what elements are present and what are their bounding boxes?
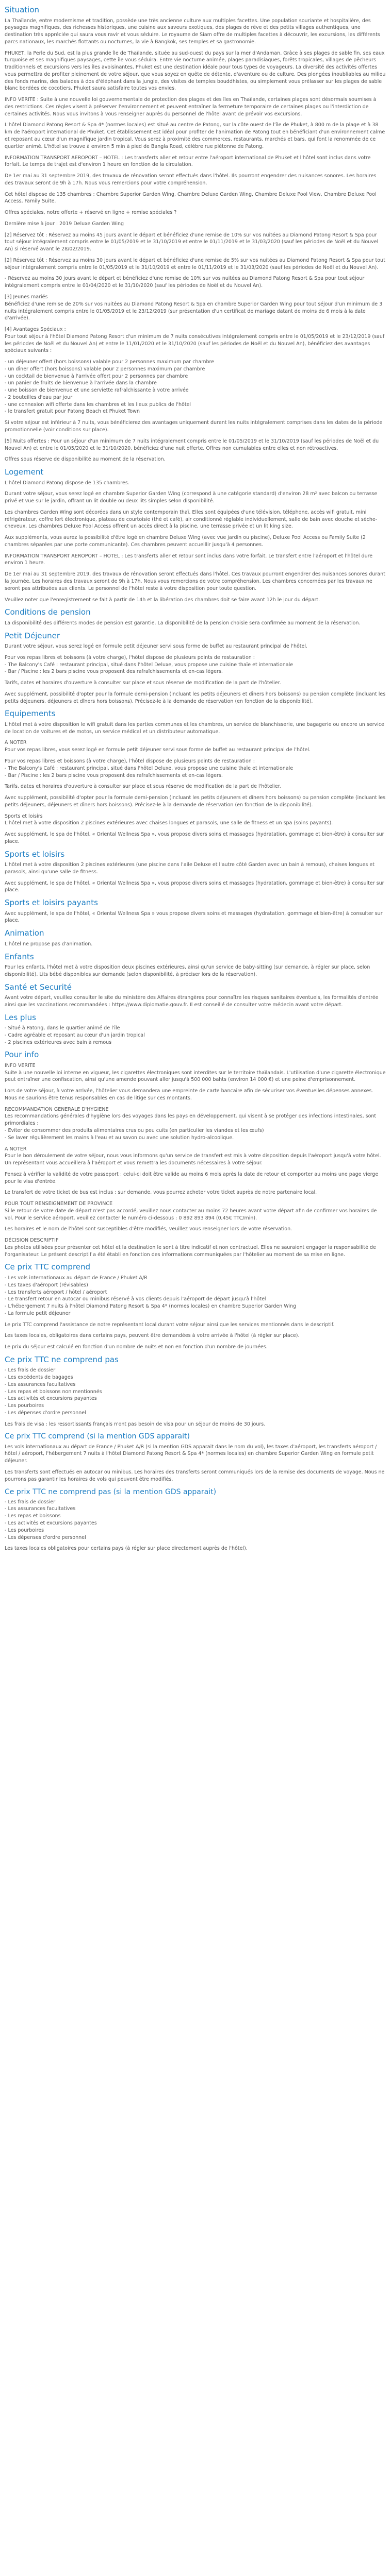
list-item: - Les transferts aéroport / hôtel / aéroport bbox=[5, 1289, 107, 1295]
enfants-body bbox=[5, 964, 386, 978]
paragraph: De 1er mai au 31 septembre 2019, des travaux de rénovation seront effectués dans l'hôtel. Ils pourront engendrer des nuisances sonores. Les horaires des travaux seront de 9h à 17h. Nous vous remercions pour votre compréhension. bbox=[5, 173, 377, 186]
paragraph: L'hôtel met à votre disposition 2 piscines extérieures avec chaises longues et parasols, une salle de fitness et un spa (soins payants). bbox=[5, 820, 333, 826]
section-title-sante: Santé et Securité bbox=[5, 982, 72, 992]
situation-body bbox=[5, 18, 386, 150]
paragraph: L'hôtel Diamond Patong Resort & Spa 4* (normes locales) est situé au centre de Patong, sur la côte ouest de l'île de Phuket, à 800 m de la plage et à 38 km de l'aéroport international de Phuket. Cet établissement est idéal pour profiter de l'animation de Patong tout en bénéficiant d'un environnement calme et reposant au cœur d'un magnifique jardin tropical. Vous serez à proximité des commerces, restaurants, marchés et bars, qui font la renommée de ce quartier animé. L'hôtel se trouve à environ 5 min à pied de Bangla Road, célèbre rue piétonne de Patong. bbox=[5, 122, 385, 149]
paragraph: Le transfert de votre ticket de bus est inclus : sur demande, vous pourrez acheter votre ticket auprès de notre partenaire local. bbox=[5, 1190, 317, 1196]
animation-body bbox=[5, 941, 386, 948]
list-item: - Les assurances facultatives bbox=[5, 1506, 76, 1512]
paragraph: Le prix du séjour est calculé en fonction d'un nombre de nuits et non en fonction d'un nombre de journées. bbox=[5, 1344, 268, 1350]
list-item: - La formule petit déjeuner bbox=[5, 1310, 71, 1316]
section-title-prix-ne-mention-gds: Ce prix TTC ne comprend pas (si la mention GDS apparait) bbox=[5, 1487, 217, 1496]
paragraph: Tarifs, dates et horaires d'ouverture à consulter sur place et sous réserve de modification de la part de l'hôtelier. bbox=[5, 680, 281, 686]
section-title-enfants: Enfants bbox=[5, 952, 34, 961]
section-title-pour-info: Pour info bbox=[5, 1050, 39, 1060]
paragraph: La disponibilité des différents modes de pension est garantie. La disponibilité de la pension choisie sera confirmée au moment de la réservation. bbox=[5, 620, 361, 626]
offers-block bbox=[5, 232, 386, 463]
paragraph: Les vols internationaux au départ de France / Phuket A/R (si la mention GDS apparait dans le nom du vol), les taxes d'aéroport, les transferts aéroport / hôtel / aéroport, l'hébergement 7 nuits à l'hôtel Diamond Patong Resort & Spa 4* (normes locales) en chambre Superior Garden Wing en formule petit déjeuner. bbox=[5, 1444, 377, 1464]
paragraph: Pour tout séjour à l'hôtel Diamond Patong Resort d'un minimum de 7 nuits consécutives intégralement compris entre le 01/05/2019 et le 23/12/2019 (sauf les périodes de Noël et du Nouvel An) et entre le 11/01/2020 et le 31/10/2020 (sauf les périodes de Noël et du Nouvel An), bénéficiez des avantages spéciaux suivants : bbox=[5, 333, 385, 354]
list-item: - Eviter de consommer des produits alimentaires crus ou peu cuits (en particulier les viandes et les œufs) bbox=[5, 1127, 264, 1133]
paragraph: Si votre séjour est inférieur à 7 nuits, vous bénéficierez des avantages uniquement durant les nuits intégralement comprises dans les dates de la période promotionnelle (voir conditions sur place). bbox=[5, 420, 383, 433]
paragraph: Dernière mise à jour : 2019 Deluxe Garden Wing bbox=[5, 221, 124, 227]
paragraph: Les taxes locales obligatoires pour certains pays (à régler sur place directement auprès de l'hôtel). bbox=[5, 1546, 248, 1552]
petit-dejeuner-body bbox=[5, 643, 386, 705]
paragraph: Pour vos repas libres, vous serez logé en formule petit déjeuner servi sous forme de buffet au restaurant principal de l'hôtel. bbox=[5, 747, 311, 753]
paragraph: Avec supplément, le spa de l'hôtel, « Oriental Wellness Spa », vous propose divers soins et massages (hydratation, gommage et bien-être) à consulter sur place. bbox=[5, 880, 384, 893]
prix-comprend-body bbox=[5, 1275, 386, 1351]
list-item: - un dîner offert (hors boissons) valable pour 2 personnes maximum par chambre bbox=[5, 366, 205, 372]
logement-body bbox=[5, 480, 386, 604]
paragraph: Bénéficiez d'une remise de 20% sur vos nuitées au Diamond Patong Resort & Spa en chambre Superior Garden Wing pour tout séjour d'un minimum de 3 nuits intégralement compris entre le 01/05/2019 et le 23/12/2019 (sur présentation d'un certificat de mariage datant de moins de 6 mois à la date d'arrivée). bbox=[5, 301, 383, 321]
paragraph: Durant votre séjour, vous serez logé en formule petit déjeuner servi sous forme de buffet au restaurant principal de l'hôtel. bbox=[5, 643, 308, 650]
paragraph: INFORMATION TRANSPORT AEROPORT – HOTEL : Les transferts aller et retour sont inclus dans votre forfait. Le transfert entre l'aéroport et l'hôtel dure environ 1 heure. bbox=[5, 553, 373, 566]
list-item: - un panier de fruits de bienvenue à l'arrivée dans la chambre bbox=[5, 380, 157, 386]
equipements-body bbox=[5, 721, 386, 845]
paragraph: Si le retour de votre date de départ n'est pas accordé, veuillez nous contacter au moins 72 heures avant votre départ afin de confirmer vos horaires de vol. Pour le service aéroport, veuillez contacter le numéro ci-dessous : 0 892 893 894 (0,45€ TTC/min). bbox=[5, 1208, 377, 1221]
list-item: - Les pourboires bbox=[5, 1403, 44, 1409]
list-item: - Bar / Piscine : les 2 bars piscine vous proposent des rafraîchissements et en-cas légers. bbox=[5, 772, 223, 778]
paragraph: Veuillez noter que l'enregistrement se fait à partir de 14h et la libération des chambres doit se faire avant 12h le jour du départ. bbox=[5, 597, 320, 603]
list-item: - L'hébergement 7 nuits à l'hôtel Diamond Patong Resort & Spa 4* (normes locales) en chambre Superior Garden Wing bbox=[5, 1303, 297, 1310]
prix-ne-mention-gds-body bbox=[5, 1499, 386, 1552]
paragraph: A NOTER bbox=[5, 740, 27, 746]
paragraph: [3] Jeunes mariés bbox=[5, 294, 48, 300]
section-title-prix-ne-comprend: Ce prix TTC ne comprend pas bbox=[5, 1354, 119, 1364]
paragraph: INFORMATION TRANSPORT AEROPORT – HOTEL : Les transferts aller et retour entre l'aéroport international de Phuket et l'hôtel sont inclus dans votre forfait. Le temps de trajet est d'environ 1 heure en fonction de la circulation. bbox=[5, 155, 371, 168]
paragraph: Avec supplément, le spa de l'hôtel, « Oriental Wellness Spa » vous propose divers soins et massages (hydratation, gommage et bien-être) à consulter sur place. bbox=[5, 910, 383, 924]
paragraph: Lors de votre séjour, à votre arrivée, l'hôtelier vous demandera une empreinte de carte bancaire afin de sécuriser vos éventuelles dépenses annexes. Nous ne saurions être tenus responsables en cas de litige sur ces montants. bbox=[5, 1088, 373, 1101]
paragraph: Les chambres Garden Wing sont décorées dans un style contemporain thaï. Elles sont équipées d'une télévision, téléphone, accès wifi gratuit, mini réfrigérateur, coffre fort électronique, plateau de courtoisie (thé et café), air conditionné réglable individuellement, salle de bain avec douche et sèche-cheveux. Les chambres Deluxe Pool Access offrent un accès direct à la piscine, une terrasse privée et un lit king size. bbox=[5, 509, 378, 530]
section-title-animation: Animation bbox=[5, 928, 44, 938]
paragraph: Le prix TTC comprend l'assistance de notre représentant local durant votre séjour ainsi que les services mentionnés dans le descriptif. bbox=[5, 1321, 335, 1328]
list-item: - Les taxes d'aéroport (révisables) bbox=[5, 1282, 88, 1288]
pour-info-body bbox=[5, 1062, 386, 1259]
paragraph: [5] Nuits offertes : Pour un séjour d'un minimum de 7 nuits intégralement compris entre le 01/05/2019 et le 31/10/2019 (sauf les périodes de Noël et du Nouvel An) et entre le 01/05/2020 et le 31/10/2020, bénéficiez d'une nuit offerte. Offres non cumulables entre elles et non rétroactives. bbox=[5, 438, 379, 451]
paragraph: A NOTER bbox=[5, 1146, 27, 1152]
list-item: - Les assurances facultatives bbox=[5, 1381, 76, 1387]
section-title-plus: Les plus bbox=[5, 1012, 36, 1022]
list-item: - Les vols internationaux au départ de France / Phuket A/R bbox=[5, 1275, 148, 1281]
list-item: - Les dépenses d'ordre personnel bbox=[5, 1534, 86, 1540]
paragraph: Tarifs, dates et horaires d'ouverture à consulter sur place et sous réserve de modification de la part de l'hôtelier. bbox=[5, 784, 281, 790]
paragraph: Aux suppléments, vous aurez la possibilité d'être logé en chambre Deluxe Wing (avec vue jardin ou piscine), Deluxe Pool Access ou Family Suite (2 chambres séparées par une porte communicante). Ces chambres peuvent accueillir jusqu'à 4 personnes. bbox=[5, 535, 366, 548]
sports-body bbox=[5, 861, 386, 894]
paragraph: [2] Réservez tôt : Réservez au moins 30 jours avant le départ et bénéficiez d'une remise de 5% sur vos nuitées au Diamond Patong Resort & Spa pour tout séjour intégralement compris entre le 01/05/2019 et le 31/10/2019 et entre le 01/11/2019 et le 31/03/2020 (sauf les périodes de Noël et du Nouvel An). bbox=[5, 257, 385, 270]
section-title-situation: Situation bbox=[5, 5, 40, 14]
section-title-prix-comprend: Ce prix TTC comprend bbox=[5, 1262, 91, 1272]
paragraph: De 1er mai au 31 septembre 2019, des travaux de rénovation seront effectués dans l'hôtel. Ces travaux pourront engendrer des nuisances sonores durant la journée. Les horaires des travaux seront de 9h à 17h. Nous vous remercions de votre compréhension. Les chambres concernées par les travaux ne seront pas attribuées aux clients. Le personnel de l'hôtel reste à votre disposition pour toute question. bbox=[5, 571, 385, 591]
list-item: - Situé à Patong, dans le quartier animé de l'île bbox=[5, 1025, 120, 1031]
paragraph: Pour vos repas libres et boissons (à votre charge), l'hôtel dispose de plusieurs points de restauration : bbox=[5, 654, 255, 660]
paragraph: Avant votre départ, veuillez consulter le site du ministère des Affaires étrangères pour connaître les risques sanitaires éventuels, les formalités d'entrée ainsi que les vaccinations recommandées : https://www.diplomatie.gouv.fr. Il est conseillé de consulter votre médecin avant votre départ. bbox=[5, 995, 379, 1008]
paragraph: Avec supplément, le spa de l'hôtel, « Oriental Wellness Spa », vous propose divers soins et massages (hydratation, gommage et bien-être) à consulter sur place. bbox=[5, 832, 384, 844]
section-title-sports: Sports et loisirs bbox=[5, 849, 65, 859]
prix-ne-comprend-body bbox=[5, 1367, 386, 1428]
list-item: - The Balcony's Café : restaurant principal, situé dans l'hôtel Deluxe, vous propose une cuisine thaïe et internationale bbox=[5, 765, 294, 771]
paragraph: DÉCISION DESCRIPTIF bbox=[5, 1238, 59, 1244]
paragraph: Offres sous réserve de disponibilité au moment de la réservation. bbox=[5, 456, 166, 463]
paragraph: Avec supplément, possibilité d'opter pour la formule demi-pension (incluant les petits déjeuners et dîners hors boissons) ou pension complète (incluant les petits déjeuners, déjeuners et dîners hors boissons). Précisez-le à la demande de réservation (en fonction de la disponibilité). bbox=[5, 795, 386, 808]
list-item: - une boisson de bienvenue et une serviette rafraîchissante à votre arrivée bbox=[5, 387, 189, 394]
paragraph: PHUKET, la Perle du Sud, est la plus grande île de Thaïlande, située au sud-ouest du pays sur la mer d'Andaman. Grâce à ses plages de sable fin, ses eaux turquoise et ses magnifiques paysages, cette île vous séduira. Entre vie nocturne animée, plages paradisiaques, forêts tropicales, villages de pêcheurs traditionnels et excursions vers les îles avoisinantes, Phuket est une destination idéale pour tous types de voyageurs. La diversité des activités offertes vous permettra de profiter pleinement de votre séjour, que vous soyez en quête de détente, d'aventure ou de culture. Des plongées inoubliables au milieu des fonds marins, des balades à dos d'éléphant dans la jungle, des visites de temples bouddhistes, ou simplement vous prélasser sur les plages de sable blanc bordées de cocotiers, Phuket saura satisfaire toutes vos envies. bbox=[5, 50, 386, 92]
list-item: - Les activités et excursions payantes bbox=[5, 1396, 97, 1402]
list-item: - 2 piscines extérieures avec bain à remous bbox=[5, 1039, 112, 1045]
list-item: - une connexion wifi offerte dans les chambres et les lieux publics de l'hôtel bbox=[5, 401, 191, 408]
section-title-prix-mention-gds: Ce prix TTC comprend (si la mention GDS apparait) bbox=[5, 1432, 190, 1441]
list-item: - Cadre agréable et reposant au cœur d'un jardin tropical bbox=[5, 1032, 145, 1038]
paragraph: - Réservez au moins 30 jours avant le départ et bénéficiez d'une remise de 10% sur vos nuitées au Diamond Patong Resort & Spa pour tout séjour intégralement compris entre le 01/04/2020 et le 31/10/2020 (sauf les périodes de Noël et du Nouvel An). bbox=[5, 276, 365, 289]
paragraph: Suite à une nouvelle loi interne en vigueur, les cigarettes électroniques sont interdites sur le territoire thaïlandais. L'utilisation d'une cigarette électronique peut entraîner une confiscation, ainsi qu'une amende pouvant aller jusqu'à 500 000 bahts (environ 14 000 €) et une peine d'emprisonnement. bbox=[5, 1070, 386, 1083]
paragraph: Durant votre séjour, vous serez logé en chambre Superior Garden Wing (correspond à une catégorie standard) d'environ 28 m² avec balcon ou terrasse privé et vue sur le jardin, offrant un lit double ou deux lits simples selon disponibilité. bbox=[5, 491, 378, 504]
list-item: - 2 bouteilles d'eau par jour bbox=[5, 394, 73, 400]
paragraph: [4] Avantages Spéciaux : bbox=[5, 327, 66, 333]
paragraph: Pour le bon déroulement de votre séjour, nous vous informons qu'un service de transfert est mis à votre disposition depuis l'aéroport jusqu'à votre hôtel. Un représentant vous accueillera à l'aéroport et vous remettra les documents nécessaires à votre séjour. bbox=[5, 1153, 381, 1166]
paragraph: RECOMMANDATION GENERALE D'HYGIENE bbox=[5, 1106, 109, 1112]
list-item: - Les activités et excursions payantes bbox=[5, 1520, 97, 1526]
list-item: - Se laver régulièrement les mains à l'eau et au savon ou avec une solution hydro-alcoolique. bbox=[5, 1134, 234, 1141]
paragraph: La Thaïlande, entre modernisme et tradition, possède une très ancienne culture aux multiples facettes. Une population souriante et hospitalière, des paysages magnifiques, des richesses historiques, une cuisine aux saveurs exotiques, des plages de rêve et des petits villages authentiques, une destination très appréciée qui saura vous ravir et vous séduire. Le royaume de Siam offre de multiples facettes à découvrir, les excursions, les différents parcs nationaux, les marchés flottants ou nocturnes, la vie à Bangkok, ses temples et sa gastronomie. bbox=[5, 18, 380, 45]
list-item: - Les repas et boissons non mentionnés bbox=[5, 1388, 102, 1395]
sante-body bbox=[5, 994, 386, 1009]
list-item: - Les pourboires bbox=[5, 1527, 44, 1533]
list-item: - Les repas et boissons bbox=[5, 1513, 61, 1519]
list-item: - Bar / Piscine : les 2 bars piscine vous proposent des rafraîchissements et en-cas légers. bbox=[5, 669, 223, 675]
paragraph: L'hôtel ne propose pas d'animation. bbox=[5, 941, 93, 947]
list-item: - The Balcony's Café : restaurant principal, situé dans l'hôtel Deluxe, vous propose une cuisine thaïe et internationale bbox=[5, 662, 294, 668]
paragraph: Les recommandations générales d'hygiène lors des voyages dans les pays en développement, qui visent à se protéger des infections intestinales, sont primordiales : bbox=[5, 1113, 377, 1127]
info-block bbox=[5, 155, 386, 228]
paragraph: L'hôtel Diamond Patong dispose de 135 chambres. bbox=[5, 480, 129, 486]
paragraph: L'hôtel met à votre disposition le wifi gratuit dans les parties communes et les chambres, un service de blanchisserie, une bagagerie ou encore un service de location de voitures et de motos, un service médical et un distributeur automatique. bbox=[5, 721, 384, 735]
paragraph: Pensez à vérifier la validité de votre passeport : celui-ci doit être valide au moins 6 mois après la date de retour et comporter au moins une page vierge pour le visa d'entrée. bbox=[5, 1171, 379, 1184]
paragraph: Sports et loisirs bbox=[5, 813, 43, 819]
section-title-logement: Logement bbox=[5, 467, 44, 477]
list-item: - Les excédents de bagages bbox=[5, 1375, 73, 1381]
section-title-sports-payants: Sports et loisirs payants bbox=[5, 898, 98, 908]
paragraph: Avec supplément, possibilité d'opter pour la formule demi-pension (incluant les petits déjeuners et dîners hors boissons) ou pension complète (incluant les petits déjeuners, déjeuners et dîners hors boissons). Précisez-le à la demande de réservation (en fonction de la disponibilité). bbox=[5, 691, 386, 704]
paragraph: Les transferts sont effectués en autocar ou minibus. Les horaires des transferts seront communiqués lors de la remise des documents de voyage. Nous ne pourrons pas garantir les horaires de vols qui peuvent être modifiés. bbox=[5, 1469, 385, 1482]
section-title-petit-dejeuner: Petit Déjeuner bbox=[5, 631, 60, 640]
list-item: - Les frais de dossier bbox=[5, 1367, 56, 1374]
list-item: - Le transfert retour en autocar ou minibus réservé à vos clients depuis l'aéroport de départ jusqu'à l'hôtel bbox=[5, 1296, 266, 1302]
paragraph: Les horaires et le nom de l'hôtel sont susceptibles d'être modifiés, veuillez vous renseigner lors de votre réservation. bbox=[5, 1226, 292, 1232]
list-item: - le transfert gratuit pour Patong Beach et Phuket Town bbox=[5, 409, 140, 415]
paragraph: Les taxes locales, obligatoires dans certains pays, peuvent être demandées à votre arrivée à l'hôtel (à régler sur place). bbox=[5, 1333, 300, 1339]
paragraph: Offres spéciales, notre offerte + réservé en ligne + remise spéciales ? bbox=[5, 210, 177, 216]
prix-mention-gds-body bbox=[5, 1444, 386, 1483]
conditions-body bbox=[5, 620, 386, 627]
paragraph: POUR TOUT RENSEIGNEMENT DE PROVINCE bbox=[5, 1201, 112, 1207]
list-item: - Les frais de dossier bbox=[5, 1499, 56, 1505]
paragraph: Cet hôtel dispose de 135 chambres : Chambre Superior Garden Wing, Chambre Deluxe Garden Wing, Chambre Deluxe Pool View, Chambre Deluxe Pool Access, Family Suite. bbox=[5, 191, 377, 205]
sports-payants-body bbox=[5, 910, 386, 925]
paragraph: Pour les enfants, l'hôtel met à votre disposition deux piscines extérieures, ainsi qu'un service de baby-sitting (sur demande, à régler sur place, selon disponibilité). Lits bébé disponibles sur demande (selon disponibilité, à préciser lors de la réservation). bbox=[5, 964, 370, 977]
section-title-conditions: Conditions de pension bbox=[5, 607, 91, 617]
paragraph: INFO VERITE : Suite à une nouvelle loi gouvernementale de protection des plages et des îles en Thaïlande, certaines plages sont désormais soumises à des restrictions. Ces règles visent à préserver l'environnement et peuvent entraîner la fermeture temporaire de certaines plages ou l'interdiction de certaines activités. Nous vous invitons à vous renseigner auprès du personnel de l'hôtel avant de prévoir vos excursions. bbox=[5, 97, 377, 117]
plus-body bbox=[5, 1025, 386, 1046]
paragraph: Pour vos repas libres et boissons (à votre charge), l'hôtel dispose de plusieurs points de restauration : bbox=[5, 758, 255, 764]
section-title-equipements: Equipements bbox=[5, 709, 56, 719]
paragraph: Les frais de visa : les ressortissants français n'ont pas besoin de visa pour un séjour de moins de 30 jours. bbox=[5, 1421, 266, 1427]
paragraph: [2] Réservez tôt : Réservez au moins 45 jours avant le départ et bénéficiez d'une remise de 10% sur vos nuitées au Diamond Patong Resort & Spa pour tout séjour intégralement compris entre le 01/05/2019 et le 31/10/2019 et entre le 01/11/2019 et le 31/03/2020 (sauf les périodes de Noël et du Nouvel An) si réservé avant le 28/02/2019. bbox=[5, 232, 379, 252]
list-item: - un cocktail de bienvenue à l'arrivée offert pour 2 personnes par chambre bbox=[5, 373, 188, 379]
paragraph: Les photos utilisées pour présenter cet hôtel et la destination le sont à titre indicatif et non contractuel. Elles ne sauraient engager la responsabilité de l'organisateur. Le présent descriptif a été établi en fonction des informations communiquées par l'hôtelier au moment de sa mise en ligne. bbox=[5, 1244, 376, 1258]
paragraph: INFO VERITE bbox=[5, 1062, 36, 1069]
list-item: - Les dépenses d'ordre personnel bbox=[5, 1410, 86, 1416]
list-item: - un déjeuner offert (hors boissons) valable pour 2 personnes maximum par chambre bbox=[5, 359, 215, 365]
paragraph: L'hôtel met à votre disposition 2 piscines extérieures (une piscine dans l'aile Deluxe et l'autre côté Garden avec un bain à remous), chaises longues et parasols, ainsi qu'une salle de fitness. bbox=[5, 862, 374, 875]
